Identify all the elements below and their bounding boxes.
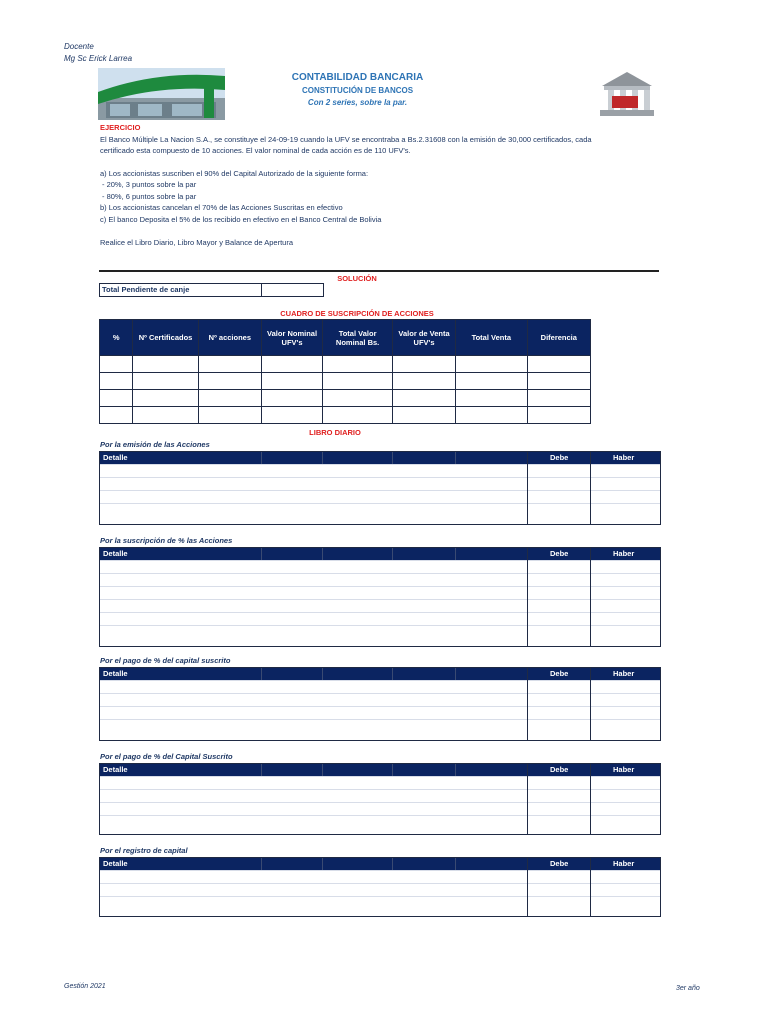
col-acciones: Nº acciones — [198, 320, 261, 356]
ledger-debe-label: Debe — [550, 859, 569, 868]
subscription-table — [99, 319, 591, 424]
exercise-item-a: a) Los accionistas suscriben el 90% del Capital Autorizado de la siguiente forma: — [100, 168, 369, 178]
ledger-debe-divider — [527, 668, 528, 740]
col-valor-nominal: Valor Nominal UFV's — [261, 320, 322, 356]
table-row — [100, 373, 591, 390]
teacher-name: Mg Sc Erick Larrea — [64, 54, 133, 63]
footer-right: 3er año — [676, 985, 700, 992]
ledger-debe-label: Debe — [550, 765, 569, 774]
ledger-2 — [99, 547, 661, 647]
teacher-label: Docente — [64, 42, 94, 51]
footer-left: Gestión 2021 — [64, 983, 106, 990]
ledger-detalle-label: Detalle — [103, 453, 128, 462]
ledger-4 — [99, 763, 661, 835]
section-divider — [99, 270, 659, 272]
ledger-debe-divider — [527, 858, 528, 916]
col-diferencia: Diferencia — [527, 320, 590, 356]
ledger-haber-divider — [590, 668, 591, 740]
ledger-haber-label: Haber — [613, 859, 635, 868]
cuadro-title: CUADRO DE SUSCRIPCIÓN DE ACCIONES — [280, 309, 434, 318]
ledger-5-caption: Por el registro de capital — [100, 846, 188, 855]
ledger-debe-divider — [527, 452, 528, 524]
ledger-detalle-label: Detalle — [103, 549, 128, 558]
exercise-label: EJERCICIO — [100, 123, 141, 132]
ledger-header — [100, 858, 660, 870]
ledger-debe-label: Debe — [550, 453, 569, 462]
ledger-debe-label: Debe — [550, 549, 569, 558]
ledger-haber-label: Haber — [613, 669, 635, 678]
exercise-task: Realice el Libro Diario, Libro Mayor y Balance de Apertura — [100, 238, 294, 247]
bank-temple-icon — [596, 68, 658, 120]
ledger-4-caption: Por el pago de % del Capital Suscrito — [100, 752, 233, 761]
ledger-1-caption: Por la emisión de las Acciones — [100, 440, 210, 449]
ledger-debe-label: Debe — [550, 669, 569, 678]
page-subtitle: CONSTITUCIÓN DE BANCOS — [301, 86, 414, 95]
pendiente-label: Total Pendiente de canje — [102, 285, 190, 294]
ledger-3-caption: Por el pago de % del capital suscrito — [100, 656, 231, 665]
solution-heading: SOLUCIÓN — [337, 274, 377, 283]
exercise-item-c: c) El banco Deposita el 5% de los recibido en efectivo en el Banco Central de Bolivia — [100, 214, 382, 224]
col-percent: % — [100, 320, 133, 356]
ledger-header — [100, 668, 660, 680]
bank-building-image — [98, 68, 225, 120]
exercise-item-b: b) Los accionistas cancelan el 70% de las Acciones Suscritas en efectivo — [100, 203, 343, 212]
exercise-paragraph-1: El Banco Múltiple La Nacion S.A., se constituye el 24-09-19 cuando la UFV se encontraba a Bs.2.31608 con la emisión de 30,000 certificados, cada — [100, 134, 592, 144]
col-valor-venta: Valor de Venta UFV's — [393, 320, 456, 356]
ledger-haber-label: Haber — [613, 453, 635, 462]
ledger-5 — [99, 857, 661, 917]
table-row — [100, 390, 591, 407]
ledger-haber-divider — [590, 452, 591, 524]
ledger-detalle-label: Detalle — [103, 859, 128, 868]
ledger-2-caption: Por la suscripción de % las Acciones — [100, 536, 233, 545]
ledger-detalle-label: Detalle — [103, 765, 128, 774]
ledger-debe-divider — [527, 548, 528, 646]
page-title: CONTABILIDAD BANCARIA — [291, 72, 424, 83]
col-certificados: Nº Certificados — [133, 320, 198, 356]
libro-diario-heading: LIBRO DIARIO — [309, 428, 361, 437]
col-total-venta: Total Venta — [455, 320, 527, 356]
exercise-paragraph-2: certificado esta compuesto de 10 acciones. El valor nominal de cada acción es de 110 UFV's. — [100, 146, 411, 155]
exercise-item-a1: - 20%, 3 puntos sobre la par — [102, 180, 197, 189]
table-row — [100, 407, 591, 424]
ledger-3 — [99, 667, 661, 741]
page-note: Con 2 series, sobre la par. — [307, 98, 408, 107]
col-total-valor-nominal: Total Valor Nominal Bs. — [323, 320, 393, 356]
ledger-haber-label: Haber — [613, 549, 635, 558]
ledger-header — [100, 548, 660, 560]
ledger-haber-divider — [590, 548, 591, 646]
ledger-debe-divider — [527, 764, 528, 834]
ledger-header — [100, 764, 660, 776]
ledger-header — [100, 452, 660, 464]
table-row — [100, 356, 591, 373]
pendiente-box — [99, 283, 324, 297]
pendiente-divider — [261, 284, 262, 296]
ledger-1 — [99, 451, 661, 525]
exercise-item-a2: - 80%, 6 puntos sobre la par — [102, 191, 197, 201]
ledger-detalle-label: Detalle — [103, 669, 128, 678]
ledger-haber-divider — [590, 764, 591, 834]
ledger-haber-divider — [590, 858, 591, 916]
ledger-haber-label: Haber — [613, 765, 635, 774]
exercise-block — [100, 122, 660, 249]
